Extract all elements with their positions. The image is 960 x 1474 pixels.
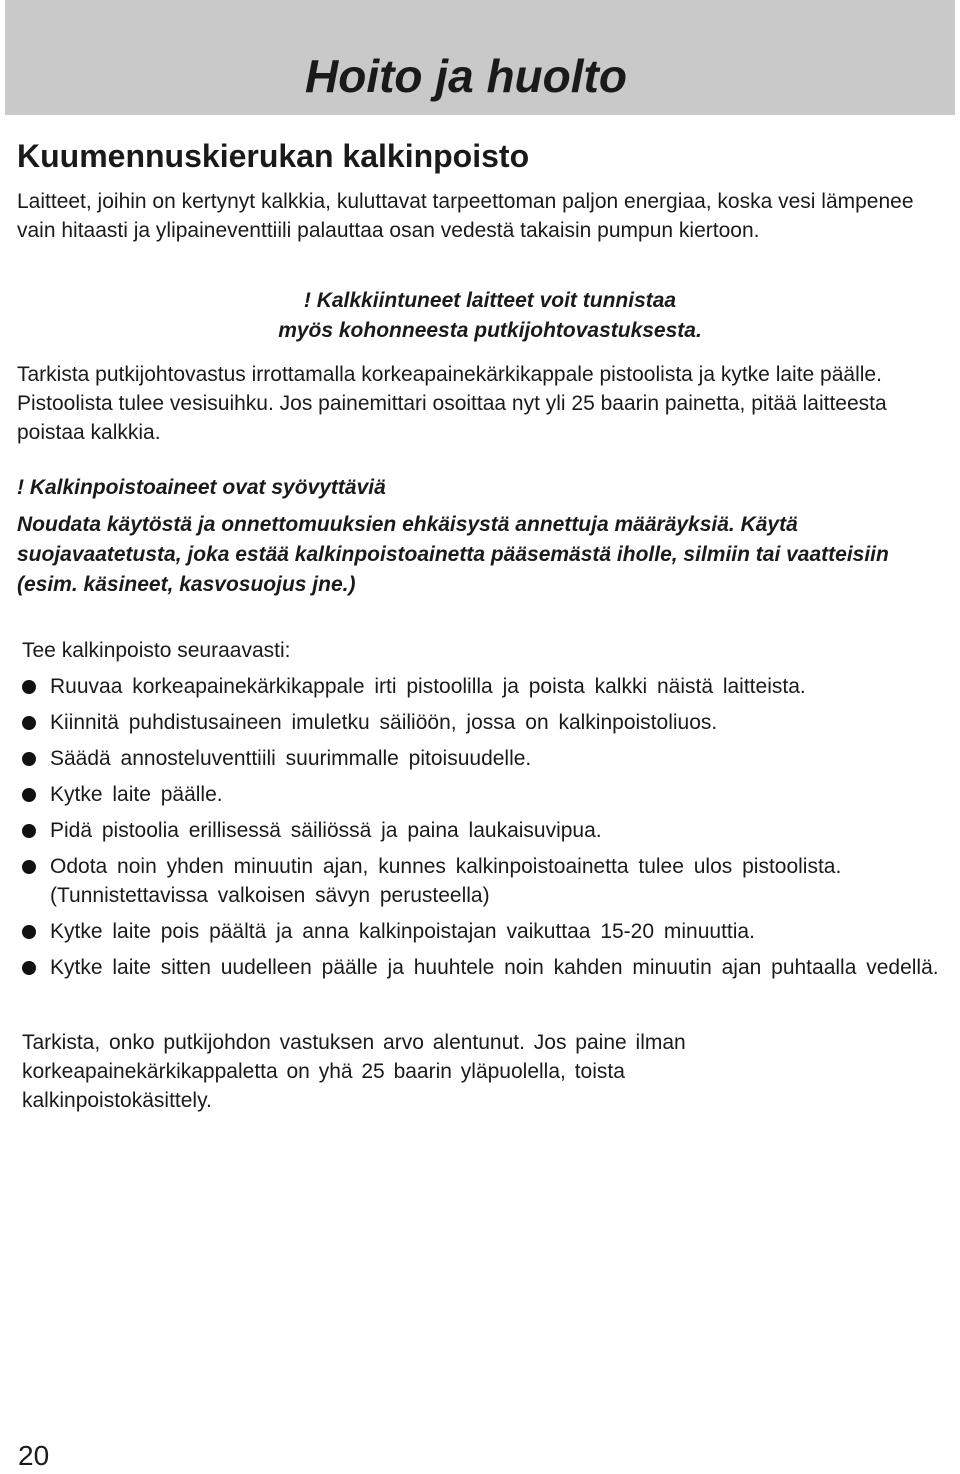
scale-note bbox=[210, 286, 770, 346]
bullet-icon bbox=[22, 680, 36, 694]
list-item bbox=[22, 917, 942, 946]
step-text: Odota noin yhden minuutin ajan, kunnes kalkinpoistoainetta tulee ulos pistoolista. (Tunnistettavissa valkoisen sävyn perusteella) bbox=[50, 855, 842, 907]
list-item bbox=[22, 672, 942, 701]
check-paragraph: Tarkista putkijohtovastus irrottamalla korkeapainekärkikappale pistoolista ja kytke laite päälle. Pistoolista tulee vesisuihku. Jos painemittari osoittaa nyt yli 25 baarin painetta, pitää laitteesta poistaa kalkkia. bbox=[17, 363, 887, 444]
list-item bbox=[22, 708, 942, 737]
list-item bbox=[22, 744, 942, 773]
step-text: Ruuvaa korkeapainekärkikappale irti pistoolilla ja poista kalkki näistä laitteista. bbox=[50, 675, 806, 698]
bullet-icon bbox=[22, 961, 36, 975]
step-text: Kytke laite pois päältä ja anna kalkinpoistajan vaikuttaa 15-20 minuuttia. bbox=[50, 920, 755, 943]
bullet-icon bbox=[22, 925, 36, 939]
section-heading: Kuumennuskierukan kalkinpoisto bbox=[17, 138, 530, 174]
bullet-icon bbox=[22, 824, 36, 838]
step-text: Kytke laite päälle. bbox=[50, 783, 223, 806]
step-text: Kytke laite sitten uudelleen päälle ja huuhtele noin kahden minuutin ajan puhtaalla vedellä. bbox=[50, 956, 939, 979]
bullet-icon bbox=[22, 752, 36, 766]
intro-paragraph: Laitteet, joihin on kertynyt kalkkia, kuluttavat tarpeettoman paljon energiaa, koska vesi lämpenee vain hitaasti ja ylipaineventtiili palauttaa osan vedestä takaisin pumpun kiertoon. bbox=[17, 190, 914, 242]
scale-note-line-2: myös kohonneesta putkijohtovastuksesta. bbox=[278, 319, 702, 342]
warning-body: Noudata käytöstä ja onnettomuuksien ehkäisystä annettuja määräyksiä. Käytä suojavaatetusta, joka estää kalkinpoistoainetta pääsemästä iholle, silmiin tai vaatteisiin (esim. käsineet, kasvosuojus jne.) bbox=[17, 513, 889, 596]
scale-note-line-1: ! Kalkkiintuneet laitteet voit tunnistaa bbox=[303, 289, 677, 312]
warning-title: ! Kalkinpoistoaineet ovat syövyttäviä bbox=[17, 476, 386, 499]
page-title: Hoito ja huolto bbox=[305, 50, 627, 102]
list-item bbox=[22, 780, 942, 809]
closing-paragraph: Tarkista, onko putkijohdon vastuksen arvo alentunut. Jos paine ilman korkeapainekärkikappaletta on yhä 25 baarin yläpuolella, toista kalkinpoistokäsittely. bbox=[22, 1031, 686, 1112]
list-item bbox=[22, 953, 942, 982]
steps-intro: Tee kalkinpoisto seuraavasti: bbox=[22, 639, 291, 662]
page-number: 20 bbox=[18, 1440, 50, 1471]
list-item bbox=[22, 816, 942, 845]
bullet-icon bbox=[22, 716, 36, 730]
steps-list bbox=[22, 672, 942, 989]
bullet-icon bbox=[22, 788, 36, 802]
step-text: Pidä pistoolia erillisessä säiliössä ja paina laukaisuvipua. bbox=[50, 819, 602, 842]
list-item bbox=[22, 852, 942, 910]
bullet-icon bbox=[22, 860, 36, 874]
step-text: Säädä annosteluventtiili suurimmalle pitoisuudelle. bbox=[50, 747, 532, 770]
step-text: Kiinnitä puhdistusaineen imuletku säiliöön, jossa on kalkinpoistoliuos. bbox=[50, 711, 718, 734]
